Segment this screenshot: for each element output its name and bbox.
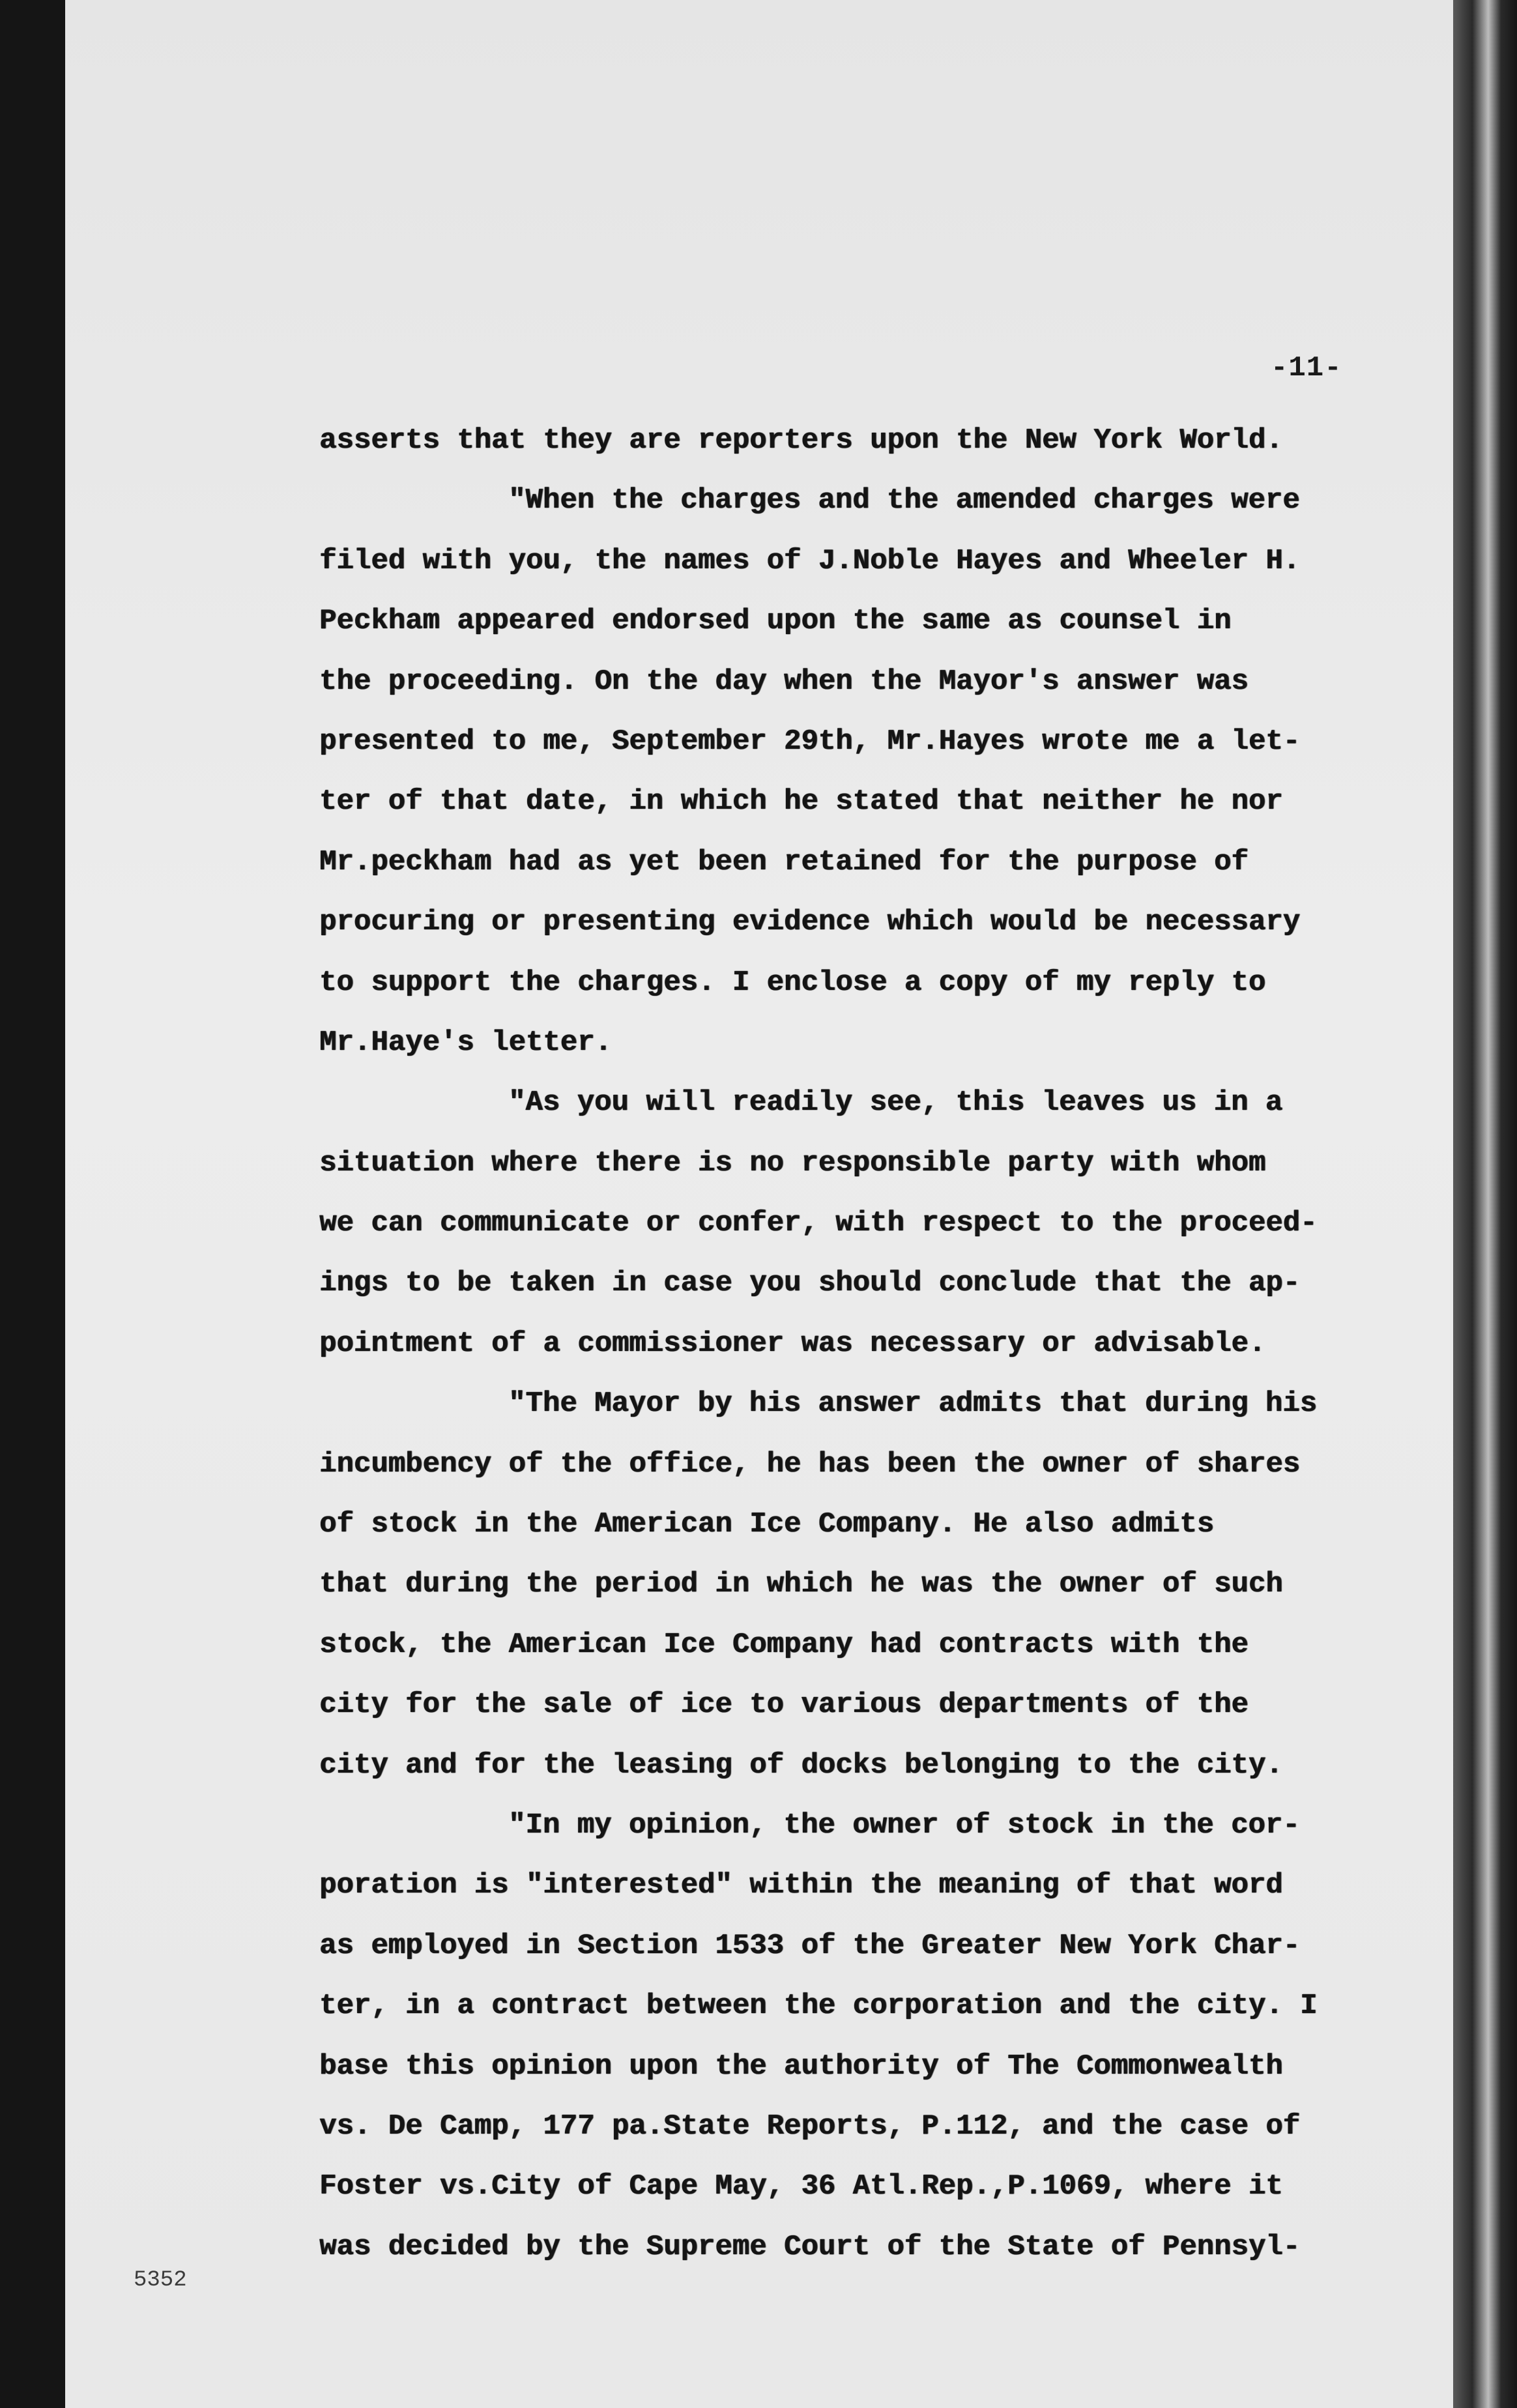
text-line: incumbency of the office, he has been the owner of shares <box>319 1447 1301 1481</box>
text-line: filed with you, the names of J.Noble Hayes and Wheeler H. <box>319 544 1301 577</box>
text-line: of stock in the American Ice Company. He also admits <box>319 1508 1215 1541</box>
text-line: was decided by the Supreme Court of the State of Pennsyl- <box>319 2230 1301 2263</box>
text-line: ter of that date, in which he stated that neither he nor <box>319 785 1283 819</box>
text-line: Foster vs.City of Cape May, 36 Atl.Rep.,P.1069, where it <box>319 2170 1283 2203</box>
text-line: poration is "interested" within the meaning of that word <box>319 1869 1283 1902</box>
text-line: ter, in a contract between the corporation and the city. I <box>319 1990 1318 2023</box>
document-body <box>319 411 1336 2277</box>
text-line: situation where there is no responsible party with whom <box>319 1146 1266 1180</box>
text-line: vs. De Camp, 177 pa.State Reports, P.112, and the case of <box>319 2110 1301 2143</box>
text-line: "In my opinion, the owner of stock in the cor- <box>508 1808 1300 1842</box>
text-line: Mr.peckham had as yet been retained for the purpose of <box>319 845 1249 878</box>
text-line: "As you will readily see, this leaves us in a <box>508 1086 1283 1120</box>
text-line: procuring or presenting evidence which would be necessary <box>319 906 1301 939</box>
text-line: "The Mayor by his answer admits that during his <box>508 1387 1318 1421</box>
page-number: -11- <box>1271 352 1342 384</box>
text-line: Mr.Haye's letter. <box>319 1026 612 1059</box>
text-line: that during the period in which he was the owner of such <box>319 1568 1283 1601</box>
text-line: pointment of a commissioner was necessary or advisable. <box>319 1327 1266 1360</box>
text-line: ings to be taken in case you should conclude that the ap- <box>319 1267 1301 1300</box>
text-line: the proceeding. On the day when the Mayor's answer was <box>319 665 1249 698</box>
text-line: base this opinion upon the authority of The Commonwealth <box>319 2050 1283 2083</box>
text-line: as employed in Section 1533 of the Greater New York Char- <box>319 1929 1301 1962</box>
text-line: presented to me, September 29th, Mr.Hayes wrote me a let- <box>319 725 1301 758</box>
text-line: stock, the American Ice Company had contracts with the <box>319 1628 1249 1661</box>
text-line: to support the charges. I enclose a copy of my reply to <box>319 966 1266 999</box>
text-line: city and for the leasing of docks belonging to the city. <box>319 1748 1283 1782</box>
text-line: "When the charges and the amended charges were <box>508 484 1300 517</box>
text-line: Peckham appeared endorsed upon the same as counsel in <box>319 605 1232 638</box>
page-edge-shadow <box>1453 0 1517 2408</box>
archive-number: 5352 <box>134 2268 187 2293</box>
text-line: we can communicate or confer, with respect to the proceed- <box>319 1207 1318 1240</box>
text-line: asserts that they are reporters upon the New York World. <box>319 424 1283 457</box>
text-line: city for the sale of ice to various departments of the <box>319 1689 1249 1722</box>
